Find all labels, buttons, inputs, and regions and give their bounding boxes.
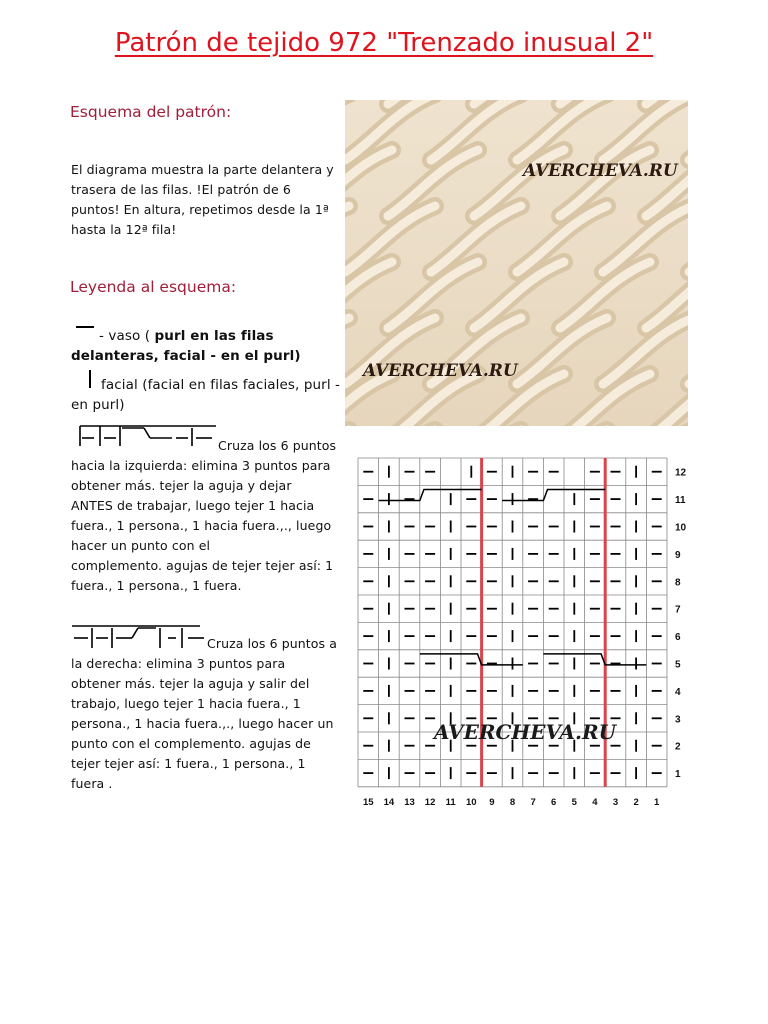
cross-left-line: fuera., 1 persona., 1 fuera.	[71, 578, 242, 593]
purl-bold-a: purl en las filas	[154, 328, 274, 344]
cross-right-line: tejer tejer así: 1 fuera., 1 persona., 1	[71, 756, 306, 771]
scheme-line: trasera de las filas. !El patrón de 6	[71, 182, 291, 197]
row-number: 8	[675, 577, 681, 589]
cross-left-text	[71, 436, 336, 596]
row-number: 1	[675, 769, 681, 781]
photo-watermark-bottom: AVERCHEVA.RU	[363, 361, 518, 381]
purl-prefix: - vaso (	[99, 328, 155, 344]
scheme-line: El diagrama muestra la parte delantera y	[71, 162, 334, 177]
row-number: 3	[675, 714, 681, 726]
column-number: 3	[612, 796, 619, 808]
column-number: 8	[509, 796, 516, 808]
column-number: 2	[633, 796, 639, 808]
row-number: 5	[675, 659, 681, 671]
cross-right-line: trabajo, luego tejer 1 hacia fuera., 1	[71, 696, 301, 711]
knit-line: en purl)	[71, 397, 125, 413]
row-number: 7	[675, 604, 681, 616]
row-number: 10	[675, 522, 687, 534]
row-number: 9	[675, 549, 681, 561]
cross-left-line: obtener más. tejer la aguja y dejar	[71, 478, 292, 493]
cross-right-line: fuera .	[71, 776, 113, 791]
legend-purl-text	[71, 326, 301, 366]
column-number: 7	[530, 796, 536, 808]
cross-right-line: obtener más. tejer la aguja y salir del	[71, 676, 310, 691]
page-title: Patrón de tejido 972 "Trenzado inusual 2"	[114, 28, 654, 58]
cross-right-line: punto con el complemento. agujas de	[71, 736, 311, 751]
scheme-heading: Esquema del patrón:	[70, 103, 232, 121]
cross-right-text	[71, 634, 337, 794]
row-number: 11	[675, 495, 686, 507]
row-number: 2	[675, 741, 681, 753]
column-number: 5	[571, 796, 577, 808]
knit-line: facial (facial en filas faciales, purl -	[101, 377, 341, 393]
photo-watermark-top: AVERCHEVA.RU	[523, 161, 678, 181]
column-number: 14	[383, 796, 395, 808]
knit-swatch-photo	[345, 100, 688, 426]
column-number: 11	[445, 796, 456, 808]
column-number: 10	[466, 796, 477, 808]
scheme-text	[71, 160, 334, 240]
cross-left-line: complemento. agujas de tejer tejer así: 1	[71, 558, 334, 573]
legend-knit-text	[71, 375, 340, 415]
chart-watermark: AVERCHEVA.RU	[434, 720, 617, 744]
row-number: 12	[675, 467, 687, 479]
cross-left-line: fuera., 1 persona., 1 hacia fuera.,., luego	[71, 518, 332, 533]
knitting-chart-svg	[340, 450, 700, 820]
purl-bold-b: delanteras, facial - en el purl)	[71, 348, 301, 364]
column-number: 13	[404, 796, 415, 808]
row-number: 4	[675, 686, 681, 698]
knitting-chart	[340, 450, 700, 824]
cross-left-line: ANTES de trabajar, luego tejer 1 hacia	[71, 498, 315, 513]
cross-right-line: persona., 1 hacia fuera.,., luego hacer un	[71, 716, 334, 731]
cross-left-line: hacia la izquierda: elimina 3 puntos para	[71, 458, 331, 473]
column-number: 4	[592, 796, 598, 808]
column-number: 9	[489, 796, 495, 808]
scheme-line: puntos! En altura, repetimos desde la 1ª	[71, 202, 329, 217]
cross-left-cable	[502, 490, 605, 501]
cross-right-line: Cruza los 6 puntos a	[207, 636, 337, 651]
column-number: 1	[654, 796, 660, 808]
column-number: 6	[551, 796, 557, 808]
cross-left-line: hacer un punto con el	[71, 538, 211, 553]
swatch-texture	[345, 100, 688, 426]
column-number: 12	[424, 796, 436, 808]
cross-right-line: la derecha: elimina 3 puntos para	[71, 656, 286, 671]
scheme-line: hasta la 12ª fila!	[71, 222, 177, 237]
row-number: 6	[675, 632, 681, 644]
legend-heading: Leyenda al esquema:	[70, 278, 237, 296]
cross-left-line: Cruza los 6 puntos	[218, 438, 337, 453]
cross-left-cable	[379, 490, 482, 501]
column-number: 15	[363, 796, 374, 808]
